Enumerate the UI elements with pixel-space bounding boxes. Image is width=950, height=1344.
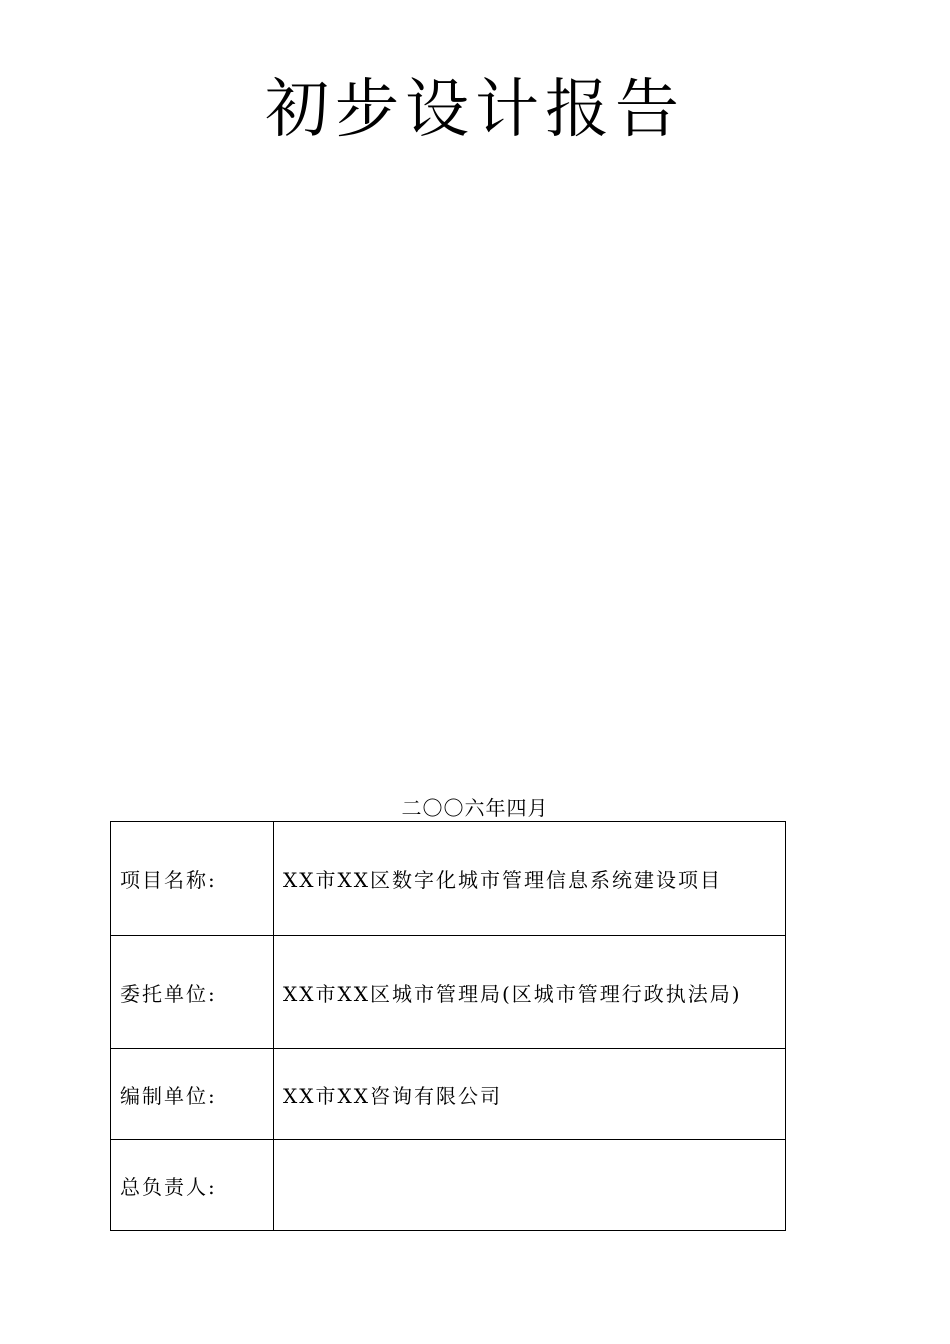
table-row-project-name (111, 822, 786, 936)
table-row-client (111, 936, 786, 1049)
client-label: 委托单位: (111, 936, 274, 1049)
client-value: XX市XX区城市管理局(区城市管理行政执法局) (274, 936, 786, 1049)
document-title: 初步设计报告 (265, 73, 685, 147)
project-name-label: 项目名称: (111, 822, 274, 936)
compiler-value: XX市XX咨询有限公司 (274, 1049, 786, 1140)
compiler-label: 编制单位: (111, 1049, 274, 1140)
project-info-table (110, 821, 786, 1231)
project-name-value: XX市XX区数字化城市管理信息系统建设项目 (274, 822, 786, 936)
chief-label: 总负责人: (111, 1140, 274, 1231)
chief-value (274, 1140, 786, 1231)
table-row-compiler (111, 1049, 786, 1140)
table-row-chief (111, 1140, 786, 1231)
document-date: 二〇〇六年四月 (401, 796, 549, 820)
